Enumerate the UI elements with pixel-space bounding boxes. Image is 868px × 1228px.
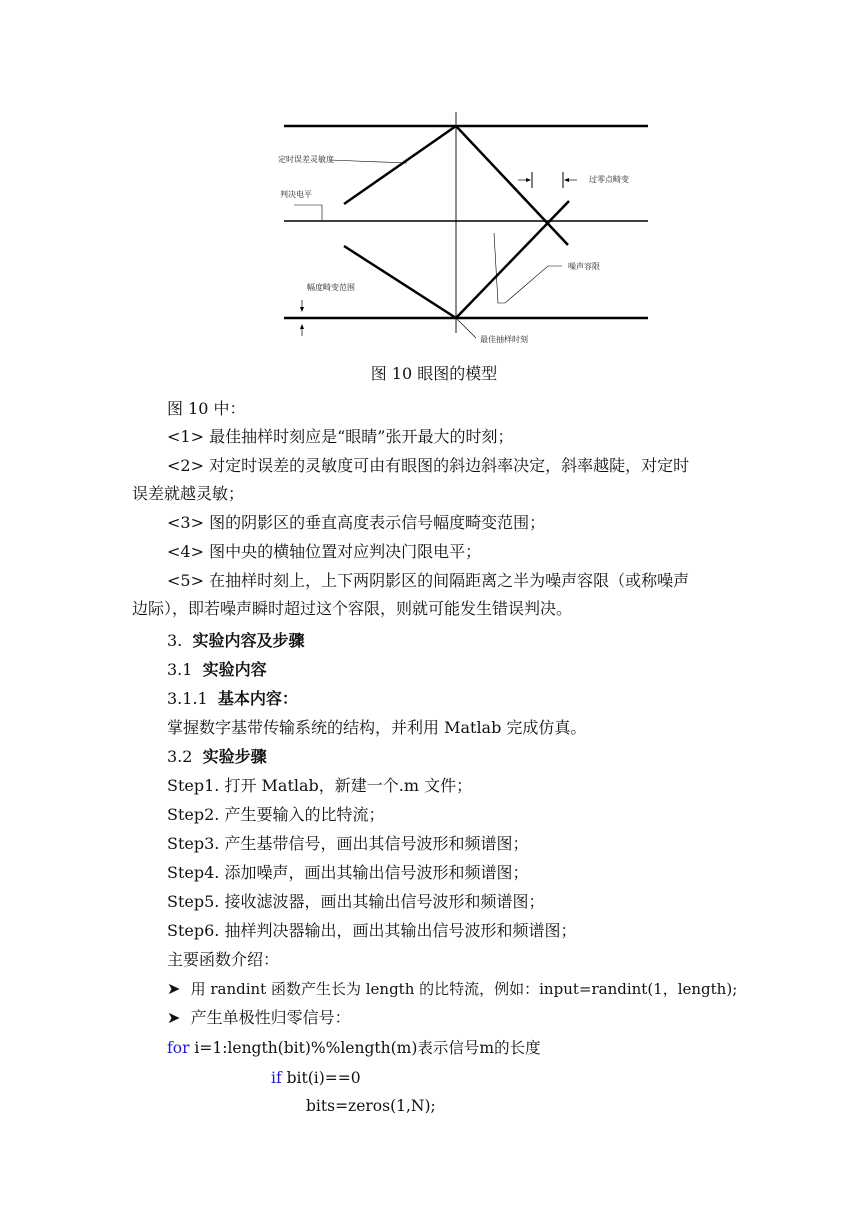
code-text: i=1:length(bit)%%length(m)表示信号m的长度 bbox=[189, 1039, 541, 1057]
code-text: bit(i)==0 bbox=[281, 1069, 361, 1087]
list-item-2-line2: 误差就越灵敏； bbox=[132, 484, 245, 503]
eye-diagram-figure bbox=[272, 108, 662, 350]
list-item-3: <3> 图的阴影区的垂直高度表示信号幅度畸变范围； bbox=[167, 513, 546, 532]
zero-crossing-arrowhead-left bbox=[526, 178, 531, 182]
function-bullet-2 bbox=[167, 1006, 351, 1030]
step-item: Step1. 打开 Matlab，新建一个.m 文件； bbox=[167, 776, 473, 795]
label-timing-sensitivity: 定时误差灵敏度 bbox=[278, 155, 334, 164]
step-item: Step2. 产生要输入的比特流； bbox=[167, 805, 385, 824]
arrowhead-bullet-icon: ➤ bbox=[167, 1008, 181, 1027]
step-item: Step3. 产生基带信号，画出其信号波形和频谱图； bbox=[167, 834, 529, 853]
label-amplitude-distortion-range: 幅度畸变范围 bbox=[307, 283, 355, 292]
functions-title: 主要函数介绍： bbox=[167, 950, 280, 969]
amplitude-arrowhead-bottom bbox=[300, 324, 304, 329]
section-title: 实验内容及步骤 bbox=[192, 631, 305, 650]
step-item: Step6. 抽样判决器输出，画出其输出信号波形和频谱图； bbox=[167, 921, 577, 940]
eye-diagram bbox=[272, 108, 662, 350]
section-3-2-heading bbox=[167, 745, 267, 769]
figure-intro: 图 10 中： bbox=[167, 399, 246, 418]
eye-edge-right-bottom bbox=[456, 201, 569, 318]
eye-edge-right-top bbox=[456, 126, 568, 245]
section-3-1-1-body: 掌握数字基带传输系统的结构，并利用 Matlab 完成仿真。 bbox=[167, 718, 587, 737]
best-sampling-leader bbox=[456, 318, 476, 338]
code-line-2 bbox=[271, 1066, 361, 1090]
amplitude-arrowhead-top bbox=[300, 307, 304, 312]
list-item-4: <4> 图中央的横轴位置对应判决门限电平； bbox=[167, 542, 482, 561]
label-zero-crossing-distortion: 过零点畸变 bbox=[589, 175, 629, 184]
eye-edge-left-top bbox=[344, 126, 456, 204]
label-best-sampling-time: 最佳抽样时刻 bbox=[480, 335, 528, 344]
step-item: Step4. 添加噪声，画出其输出信号波形和频谱图； bbox=[167, 863, 529, 882]
list-item-5-line1: <5> 在抽样时刻上，上下两阴影区的间隔距离之半为噪声容限（或称噪声 bbox=[167, 571, 690, 590]
section-3-heading bbox=[167, 629, 304, 653]
section-number: 3. bbox=[167, 631, 183, 650]
section-title: 实验步骤 bbox=[202, 747, 267, 766]
function-bullet-1 bbox=[167, 977, 737, 1001]
figure-caption: 图 10 眼图的模型 bbox=[370, 364, 498, 383]
section-number: 3.1.1 bbox=[167, 689, 208, 708]
label-noise-margin: 噪声容限 bbox=[568, 262, 600, 271]
code-line-1 bbox=[167, 1036, 541, 1060]
list-item-2-line1: <2> 对定时误差的灵敏度可由有眼图的斜边斜率决定，斜率越陡，对定时 bbox=[167, 456, 690, 475]
bullet-text: 用 randint 函数产生长为 length 的比特流，例如：input=randint(1，length); bbox=[190, 980, 738, 998]
arrowhead-bullet-icon: ➤ bbox=[167, 979, 181, 998]
list-item-1: <1> 最佳抽样时刻应是“眼睛”张开最大的时刻； bbox=[167, 427, 514, 446]
label-decision-level: 判决电平 bbox=[280, 190, 312, 199]
section-3-1-heading bbox=[167, 658, 267, 682]
decision-level-leader bbox=[294, 205, 322, 221]
code-keyword: for bbox=[167, 1039, 190, 1057]
section-title: 实验内容 bbox=[202, 660, 267, 679]
section-title: 基本内容： bbox=[217, 689, 298, 708]
zero-crossing-arrowhead-right bbox=[564, 178, 569, 182]
code-line-3: bits=zeros(1,N); bbox=[306, 1097, 436, 1115]
code-keyword: if bbox=[271, 1069, 282, 1087]
step-item: Step5. 接收滤波器，画出其输出信号波形和频谱图； bbox=[167, 892, 545, 911]
bullet-text: 产生单极性归零信号： bbox=[190, 1008, 351, 1027]
section-number: 3.2 bbox=[167, 747, 193, 766]
list-item-5-line2: 边际），即若噪声瞬时超过这个容限，则就可能发生错误判决。 bbox=[132, 599, 573, 618]
eye-edge-left-bottom bbox=[344, 246, 456, 318]
section-number: 3.1 bbox=[167, 660, 193, 679]
section-3-1-1-heading bbox=[167, 687, 298, 711]
timing-sensitivity-leader bbox=[330, 160, 407, 163]
